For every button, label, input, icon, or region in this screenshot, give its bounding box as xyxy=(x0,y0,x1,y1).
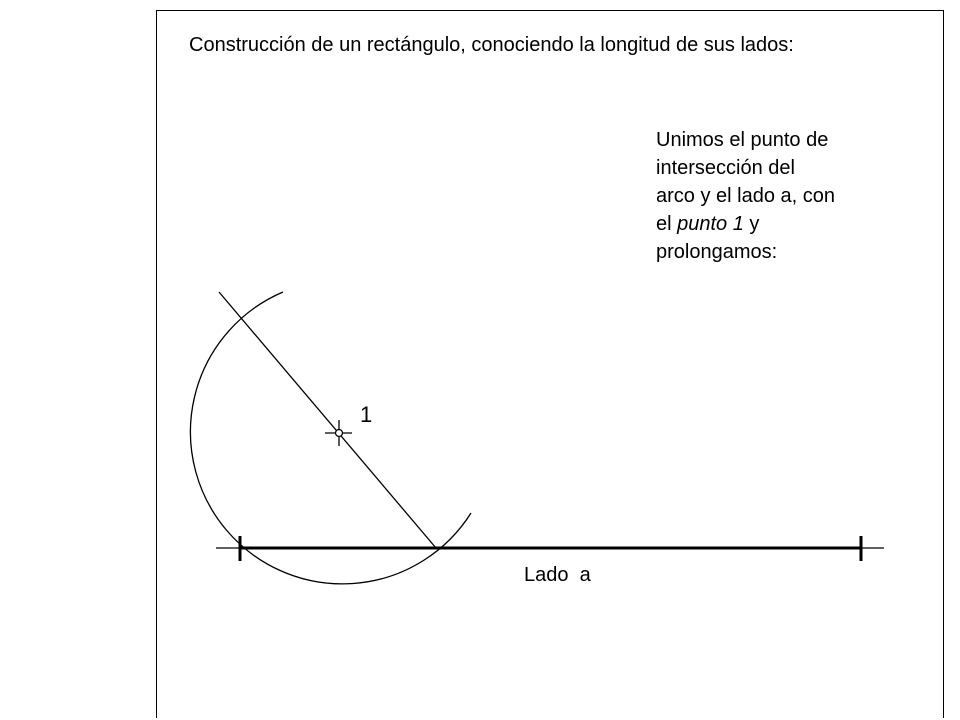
diagonal-line xyxy=(219,292,436,548)
instruction-line-4-prefix: el xyxy=(656,213,678,235)
instruction-line-2: intersección del xyxy=(656,157,795,179)
side-a-label: Lado a xyxy=(524,564,591,586)
instruction-line-5: prolongamos: xyxy=(656,241,778,263)
instruction-line-3: arco y el lado a, con xyxy=(656,185,835,207)
instruction-line-1: Unimos el punto de xyxy=(656,129,829,151)
point-1-label: 1 xyxy=(360,402,373,427)
instruction-line-4-suffix: y xyxy=(743,213,760,235)
point-1-marker xyxy=(325,420,352,446)
slide-title: Construcción de un rectángulo, conociendo la longitud de sus lados: xyxy=(189,34,794,56)
instruction-emphasis-punto-1: punto 1 xyxy=(677,213,744,235)
